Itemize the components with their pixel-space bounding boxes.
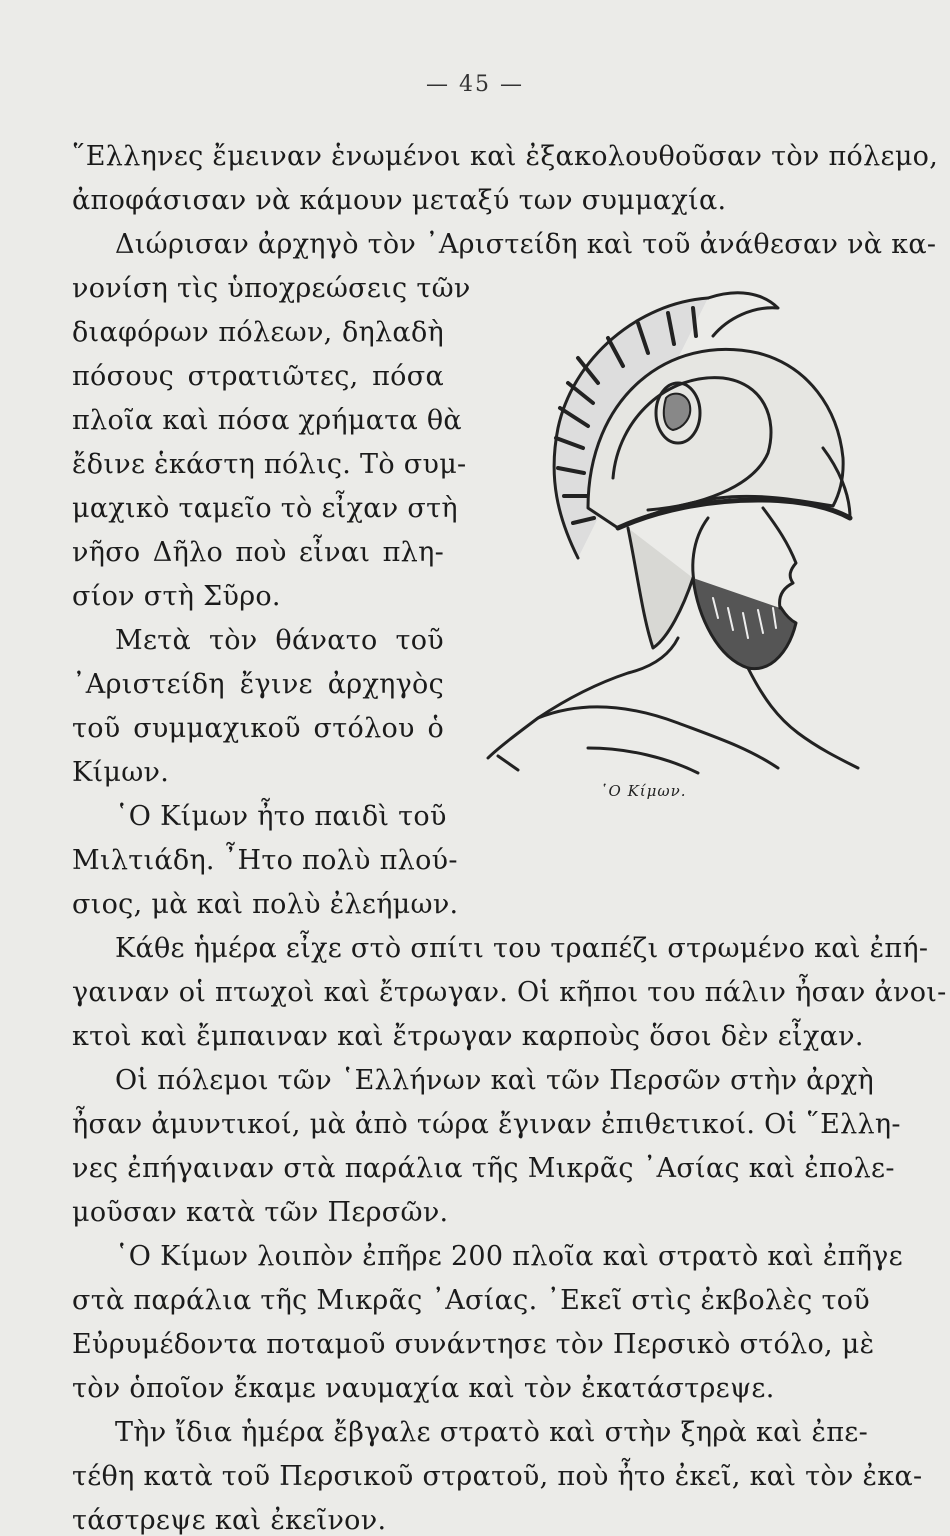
text-line: Οἱ πόλεμοι τῶν ῾Ελλήνων καὶ τῶν Περσῶν στὴν ἀρχὴ [115,1065,875,1096]
text-line: νες ἐπήγαιναν στὰ παράλια τῆς Μικρᾶς ᾿Ασίας καὶ ἐπολε- [72,1153,895,1184]
text-line: διαφόρων πόλεων, δηλαδὴ [72,317,444,348]
text-line: Διώρισαν ἀρχηγὸ τὸν ᾿Αριστείδη καὶ τοῦ ἀνάθεσαν νὰ κα- [115,229,937,260]
text-line: πόσους στρατιῶτες, πόσα [72,361,444,392]
text-line: σίον στὴ Σῦρο. [72,581,281,612]
text-line: τὸν ὁποῖον ἔκαμε ναυμαχία καὶ τὸν ἐκατάστρεψε. [72,1373,775,1404]
figure-caption: ῾Ο Κίμων. [600,782,687,800]
text-line: τάστρεψε καὶ ἐκεῖνον. [72,1505,387,1536]
text-line: σιος, μὰ καὶ πολὺ ἐλεήμων. [72,889,459,920]
text-line: νῆσο Δῆλο ποὺ εἶναι πλη- [72,537,444,568]
text-line: ἔδινε ἑκάστη πόλις. Τὸ συμ- [72,449,467,480]
text-line: Κάθε ἡμέρα εἶχε στὸ σπίτι του τραπέζι στρωμένο καὶ ἐπή- [115,933,929,964]
text-line: ἀποφάσισαν νὰ κάμουν μεταξύ των συμμαχία. [72,185,727,216]
text-line: τέθη κατὰ τοῦ Περσικοῦ στρατοῦ, ποὺ ἦτο ἐκεῖ, καὶ τὸν ἐκα- [72,1461,923,1492]
text-line: ῞Ελληνες ἔμειναν ἑνωμένοι καὶ ἐξακολουθοῦσαν τὸν πόλεμο, [72,141,939,172]
text-line: στὰ παράλια τῆς Μικρᾶς ᾿Ασίας. ᾿Εκεῖ στὶς ἐκβολὲς τοῦ [72,1285,870,1316]
text-line: Μιλτιάδη. ῏Ητο πολὺ πλού- [72,845,458,876]
text-line: μοῦσαν κατὰ τῶν Περσῶν. [72,1197,449,1228]
text-line: νονίση τὶς ὑποχρεώσεις τῶν [72,273,471,304]
text-line: ἦσαν ἀμυντικοί, μὰ ἀπὸ τώρα ἔγιναν ἐπιθετικοί. Οἱ ῞Ελλη- [72,1109,901,1140]
text-line: Κίμων. [72,757,170,788]
text-line: ῾Ο Κίμων ἦτο παιδὶ τοῦ [115,801,447,832]
text-line: Μετὰ τὸν θάνατο τοῦ [115,625,444,656]
text-line: Εὐρυμέδοντα ποταμοῦ συνάντησε τὸν Περσικὸ στόλο, μὲ [72,1329,875,1360]
text-line: μαχικὸ ταμεῖο τὸ εἶχαν στὴ [72,493,458,524]
text-line: Τὴν ἴδια ἡμέρα ἔβγαλε στρατὸ καὶ στὴν ξηρὰ καὶ ἐπε- [115,1417,868,1448]
helmeted-warrior-icon [478,278,878,778]
text-line: γαιναν οἱ πτωχοὶ καὶ ἔτρωγαν. Οἱ κῆποι του πάλιν ἦσαν ἀνοι- [72,977,947,1008]
text-line: πλοῖα καὶ πόσα χρήματα θὰ [72,405,462,436]
text-line: κτοὶ καὶ ἔμπαιναν καὶ ἔτρωγαν καρποὺς ὅσοι δὲν εἶχαν. [72,1021,864,1052]
page-number: — 45 — [426,72,524,97]
text-line: τοῦ συμμαχικοῦ στόλου ὁ [72,713,444,744]
text-line: ῾Ο Κίμων λοιπὸν ἐπῆρε 200 πλοῖα καὶ στρατὸ καὶ ἐπῆγε [115,1241,903,1272]
text-line: ᾿Αριστείδη ἔγινε ἀρχηγὸς [72,669,444,700]
kimon-portrait-illustration [478,278,878,778]
